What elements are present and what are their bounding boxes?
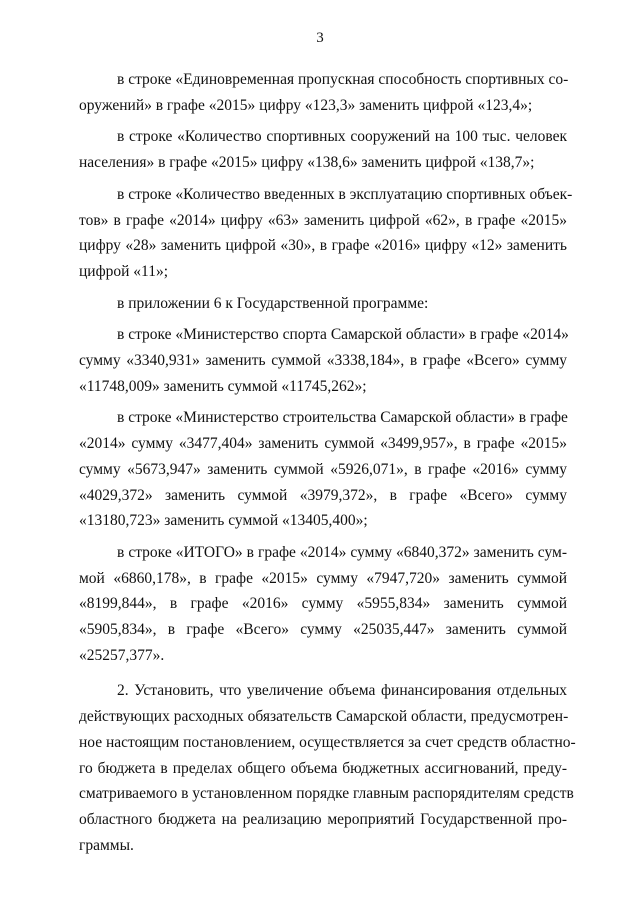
text-line: 2. Установить, что увеличение объема финансирования отдельных bbox=[117, 682, 567, 700]
text-line: в строке «ИТОГО» в графе «2014» сумму «6840,372» заменить сум- bbox=[117, 543, 567, 561]
text-line: цифру «28» заменить цифрой «30», в графе «2016» цифру «12» заменить bbox=[79, 237, 567, 255]
document-body bbox=[79, 67, 576, 864]
text-line: оружений» в графе «2015» цифру «123,3» заменить цифрой «123,4»; bbox=[79, 96, 533, 114]
paragraph-5 bbox=[79, 322, 567, 399]
text-line: «2014» сумму «3477,404» заменить суммой «3499,957», в графе «2015» bbox=[79, 435, 567, 453]
text-line: «4029,372» заменить суммой «3979,372», в графе «Всего» сумму bbox=[79, 486, 567, 504]
paragraph-4 bbox=[79, 291, 567, 317]
paragraph-3 bbox=[79, 182, 573, 285]
page-number: 3 bbox=[316, 30, 324, 46]
paragraph-1 bbox=[79, 67, 567, 118]
text-line: «25257,377». bbox=[79, 646, 165, 664]
text-line: тов» в графе «2014» цифру «63» заменить цифрой «62», в графе «2015» bbox=[79, 211, 567, 229]
text-line: в строке «Количество введенных в эксплуатацию спортивных объек- bbox=[117, 185, 573, 203]
text-line: мой «6860,178», в графе «2015» сумму «7947,720» заменить суммой bbox=[79, 569, 567, 587]
text-line: «8199,844», в графе «2016» сумму «5955,834» заменить суммой bbox=[79, 595, 567, 613]
text-line: в строке «Количество спортивных сооружений на 100 тыс. человек bbox=[117, 128, 567, 146]
text-line: сматриваемого в установленном порядке главным распорядителям средств bbox=[79, 785, 574, 803]
text-line: в строке «Единовременная пропускная способность спортивных со- bbox=[117, 71, 569, 88]
text-line: «11748,009» заменить суммой «11745,262»; bbox=[79, 377, 367, 395]
paragraph-6 bbox=[79, 405, 567, 534]
text-line: в приложении 6 к Государственной программе: bbox=[117, 294, 429, 312]
text-line: действующих расходных обязательств Самарской области, предусмотрен- bbox=[79, 708, 569, 726]
paragraph-8 bbox=[79, 678, 576, 858]
text-line: населения» в графе «2015» цифру «138,6» заменить цифрой «138,7»; bbox=[79, 154, 535, 172]
text-line: граммы. bbox=[79, 836, 134, 854]
text-line: цифрой «11»; bbox=[79, 262, 169, 280]
text-line: ное настоящим постановлением, осуществляется за счет средств областно- bbox=[79, 733, 576, 751]
text-line: в строке «Министерство строительства Самарской области» в графе bbox=[117, 409, 568, 427]
text-line: «13180,723» заменить суммой «13405,400»; bbox=[79, 512, 368, 530]
text-line: сумму «5673,947» заменить суммой «5926,071», в графе «2016» сумму bbox=[79, 460, 567, 478]
text-line: го бюджета в пределах общего объема бюджетных ассигнований, преду- bbox=[79, 759, 567, 777]
text-line: областного бюджета на реализацию мероприятий Государственной про- bbox=[79, 810, 567, 828]
paragraph-2 bbox=[79, 124, 567, 175]
text-line: сумму «3340,931» заменить суммой «3338,184», в графе «Всего» сумму bbox=[79, 352, 567, 370]
paragraph-7 bbox=[79, 540, 567, 669]
text-line: «5905,834», в графе «Всего» сумму «25035,447» заменить суммой bbox=[79, 621, 567, 639]
text-line: в строке «Министерство спорта Самарской области» в графе «2014» bbox=[117, 326, 569, 344]
